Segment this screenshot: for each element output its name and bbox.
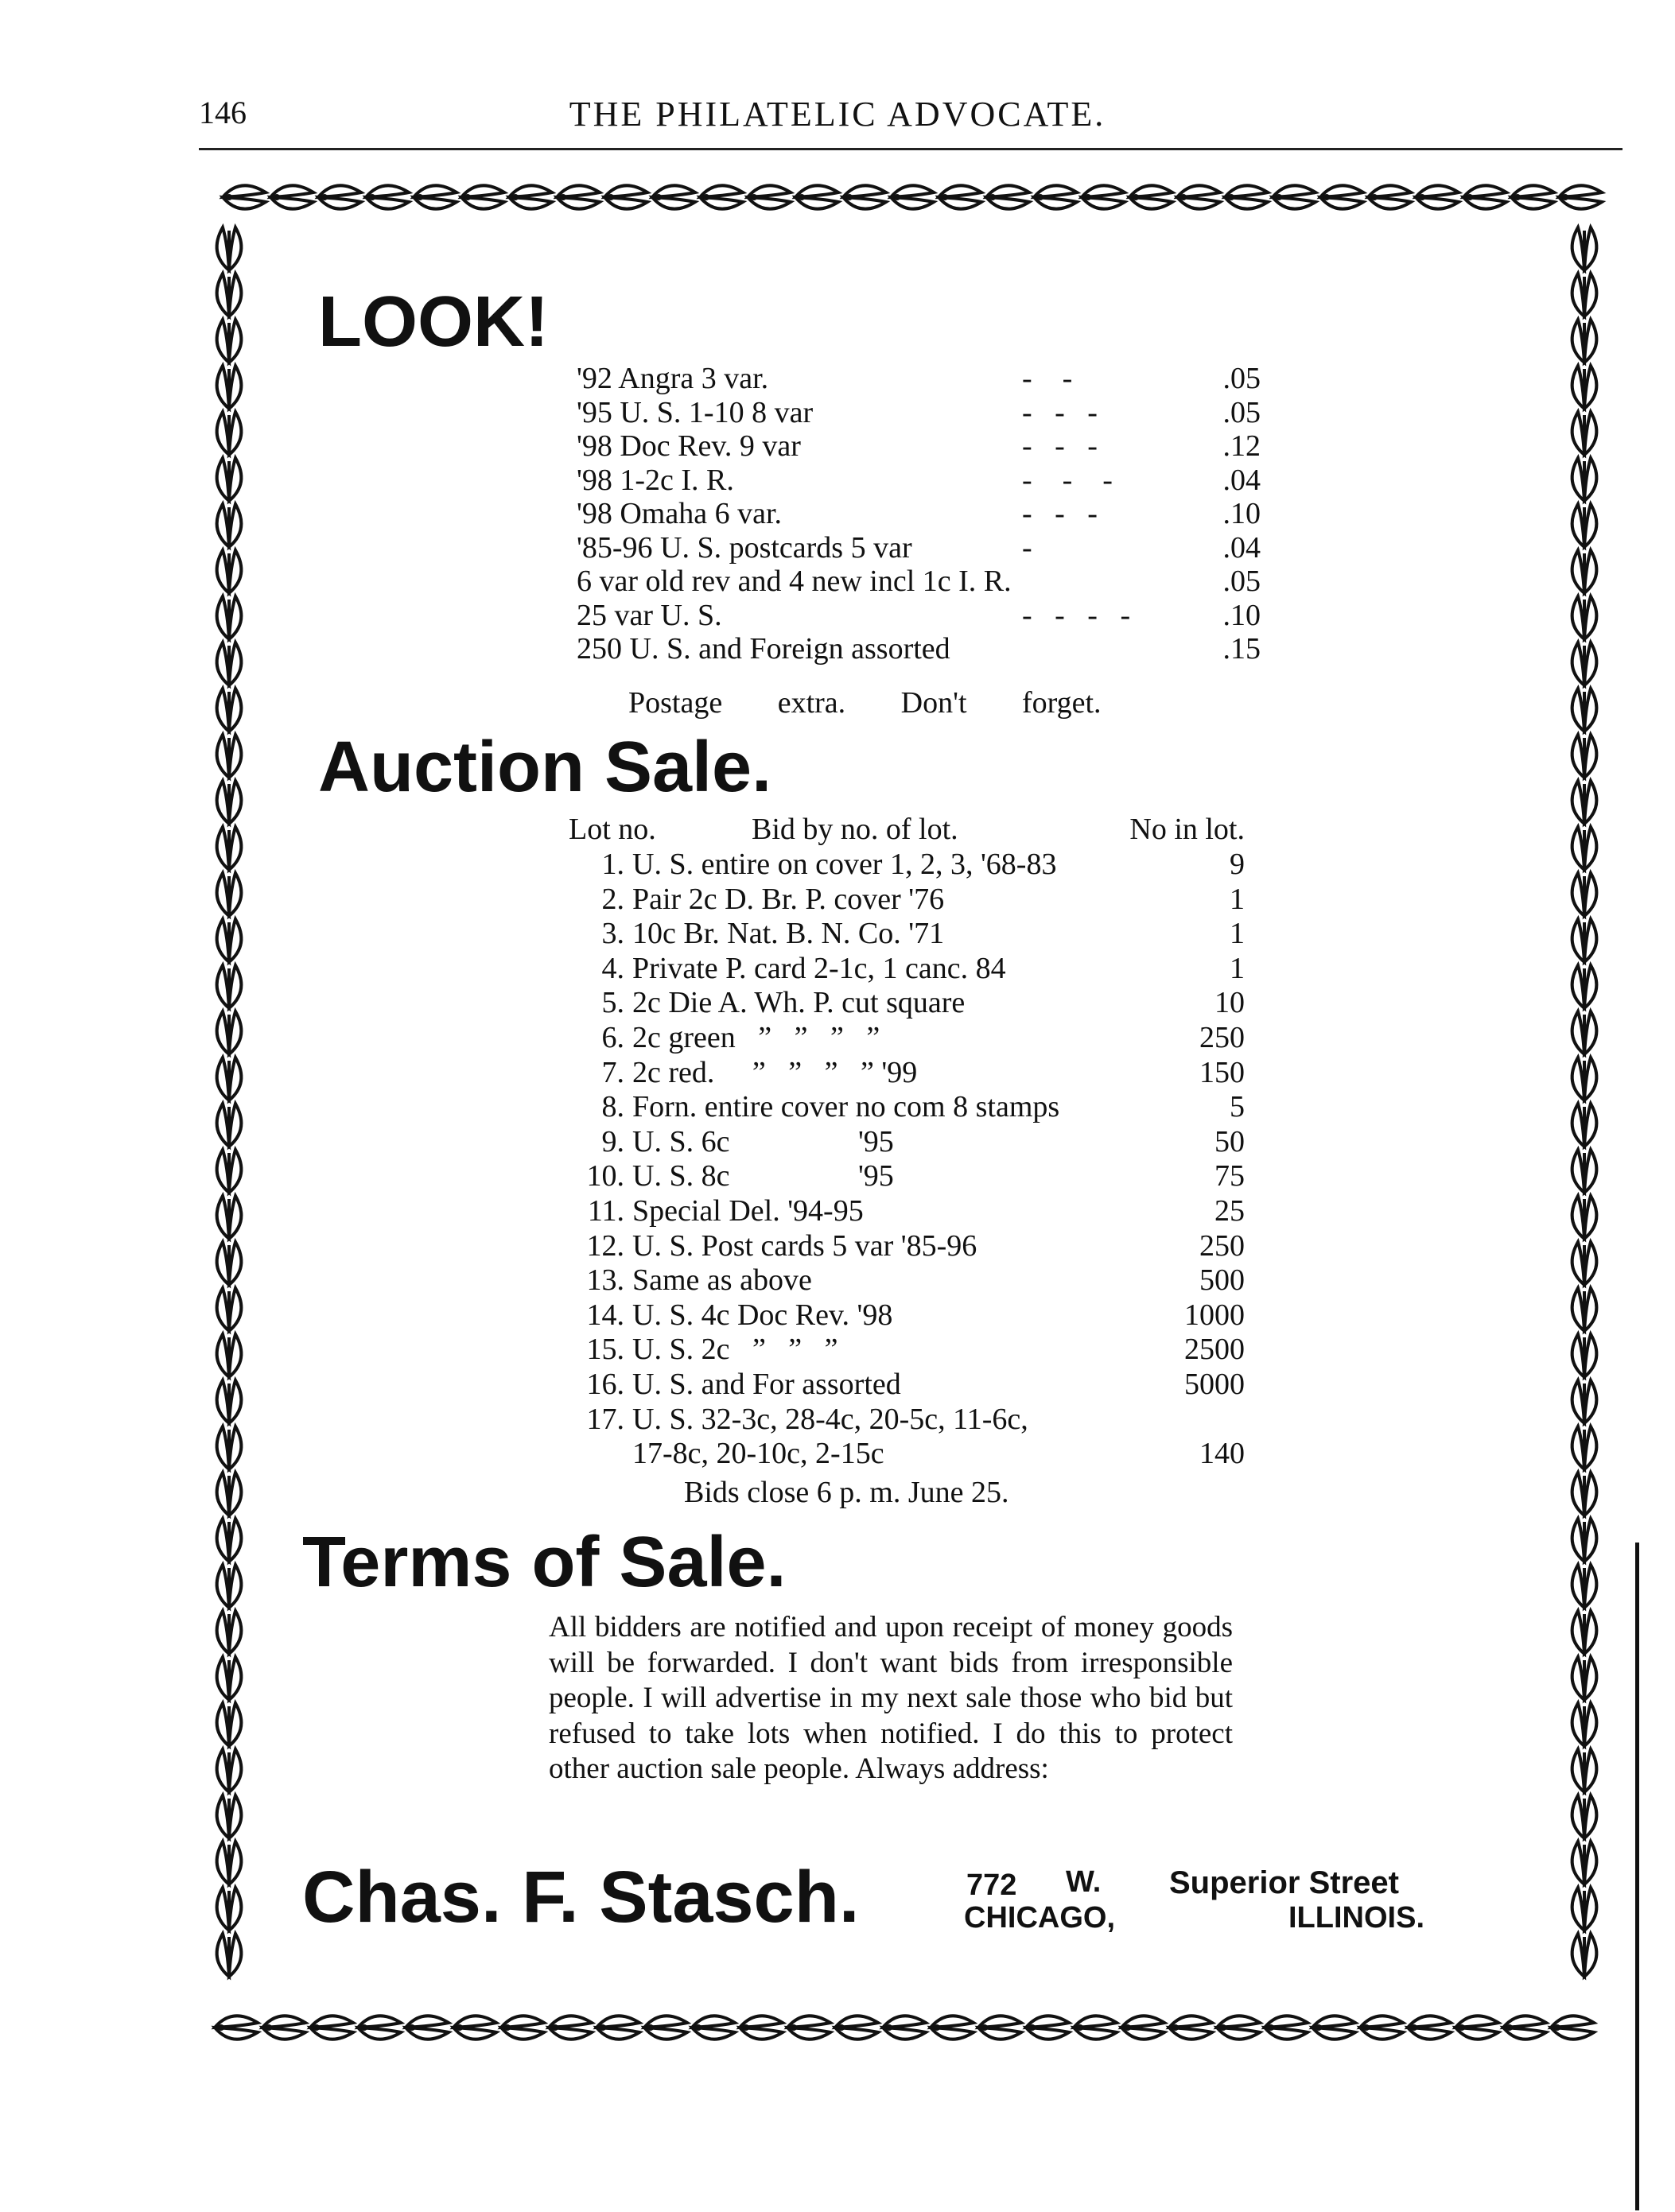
border-leaf-ornament <box>1572 1011 1597 1054</box>
border-leaf-ornament <box>1572 412 1597 455</box>
lot-number: 12. <box>586 1228 624 1263</box>
lot-quantity: 1000 <box>1184 1298 1245 1332</box>
border-leaf-ornament <box>1312 2016 1355 2039</box>
border-leaf-ornament <box>318 185 361 208</box>
border-leaf-ornament <box>748 185 791 208</box>
auction-lot-row <box>569 1298 1245 1333</box>
border-leaf-ornament <box>217 320 242 363</box>
border-leaf-ornament <box>1320 185 1363 208</box>
border-leaf-ornament <box>217 689 242 732</box>
street-direction: W. <box>1066 1865 1102 1899</box>
right-margin-rule <box>1635 1543 1639 2210</box>
terms-paragraph: All bidders are notified and upon receipt of money goods will be forwarded. I don't want bids from irresponsible people. I will advertise in my next sale those who bid but refused to take lots when notified. I do this to protect other auction sale people. Always address: <box>549 1611 1233 1785</box>
auction-lot-row <box>569 1125 1245 1160</box>
street-number: 772 <box>966 1869 1017 1902</box>
auction-lot-row <box>569 917 1245 952</box>
look-list-item <box>577 531 1261 565</box>
border-leaf-ornament <box>217 827 242 870</box>
border-leaf-ornament <box>1572 1104 1597 1147</box>
border-leaf-ornament <box>1217 2016 1260 2039</box>
auction-column-headers <box>569 811 1245 848</box>
border-leaf-ornament <box>217 642 242 685</box>
border-leaf-ornament <box>414 185 457 208</box>
lot-description: Special Del. '94-95 <box>632 1193 864 1228</box>
border-leaf-ornament <box>217 274 242 316</box>
border-leaf-ornament <box>217 1841 242 1884</box>
auction-rows <box>569 848 1245 1472</box>
look-list-item <box>577 362 1261 396</box>
border-leaf-ornament <box>217 1657 242 1700</box>
lot-description: U. S. and For assorted <box>632 1367 901 1401</box>
lot-quantity: 50 <box>1214 1124 1245 1158</box>
border-leaf-ornament <box>1572 1519 1597 1562</box>
border-leaf-ornament <box>835 2016 878 2039</box>
border-leaf-ornament <box>1503 2016 1546 2039</box>
border-leaf-ornament <box>1169 2016 1212 2039</box>
border-leaf-ornament <box>597 2016 639 2039</box>
lot-number: 4. <box>601 951 624 985</box>
col-lot-number: Lot no. <box>569 813 656 846</box>
lot-quantity: 5 <box>1230 1090 1245 1124</box>
border-leaf-ornament <box>217 458 242 501</box>
border-leaf-ornament <box>1572 1795 1597 1838</box>
border-leaf-ornament <box>1572 1057 1597 1100</box>
lot-number: 9. <box>601 1124 624 1158</box>
look-item-price: .04 <box>1222 463 1261 497</box>
look-list-item <box>577 599 1261 633</box>
look-item-description: 250 U. S. and Foreign assorted <box>577 632 950 666</box>
border-leaf-ornament <box>1572 965 1597 1008</box>
border-leaf-ornament <box>217 1334 242 1377</box>
border-leaf-ornament <box>1463 185 1506 208</box>
lot-quantity: 2500 <box>1184 1333 1245 1367</box>
auction-lot-table <box>569 811 1245 1472</box>
look-item-price: .12 <box>1222 429 1261 463</box>
lot-quantity: 150 <box>1199 1055 1245 1089</box>
lot-number: 17. <box>586 1402 624 1436</box>
look-heading: LOOK! <box>318 282 549 362</box>
border-leaf-ornament <box>692 2016 735 2039</box>
border-leaf-ornament <box>1572 596 1597 639</box>
border-leaf-ornament <box>1572 1426 1597 1469</box>
border-leaf-ornament <box>217 1011 242 1054</box>
lot-description: U. S. 6c '95 <box>632 1124 894 1158</box>
border-leaf-ornament <box>1082 185 1125 208</box>
border-leaf-ornament <box>1074 2016 1117 2039</box>
look-item-leader: - <box>1022 530 1032 565</box>
border-leaf-ornament <box>978 2016 1021 2039</box>
border-leaf-ornament <box>1572 1288 1597 1331</box>
border-leaf-ornament <box>1572 320 1597 363</box>
auction-lot-row <box>569 986 1245 1021</box>
border-leaf-ornament <box>217 1473 242 1515</box>
look-price-list <box>577 362 1261 666</box>
lot-description: U. S. entire on cover 1, 2, 3, '68-83 <box>632 848 1057 881</box>
border-leaf-ornament <box>883 2016 926 2039</box>
border-leaf-ornament <box>217 1888 242 1931</box>
auction-lot-row <box>569 1403 1245 1438</box>
col-bid-by: Bid by no. of lot. <box>752 813 958 846</box>
look-item-leader: - - - - <box>1022 598 1131 632</box>
street-name: Superior Street <box>1169 1865 1399 1900</box>
border-leaf-ornament <box>1572 458 1597 501</box>
border-leaf-ornament <box>1572 274 1597 316</box>
look-list-item <box>577 464 1261 498</box>
auction-lot-row <box>569 1437 1245 1472</box>
border-leaf-ornament <box>217 366 242 409</box>
border-leaf-ornament <box>1177 185 1220 208</box>
border-leaf-ornament <box>1572 1611 1597 1654</box>
lot-number: 1. <box>601 848 624 881</box>
look-list-item <box>577 497 1261 531</box>
auction-lot-row <box>569 1333 1245 1368</box>
border-leaf-ornament <box>1572 1380 1597 1423</box>
border-leaf-ornament <box>1572 1150 1597 1193</box>
look-item-description: 6 var old rev and 4 new incl 1c I. R. <box>577 565 1012 598</box>
border-leaf-ornament <box>217 1934 242 1977</box>
border-leaf-ornament <box>223 185 266 208</box>
lot-description: U. S. Post cards 5 var '85-96 <box>632 1228 977 1263</box>
border-leaf-ornament <box>1408 2016 1451 2039</box>
advertiser-name: Chas. F. Stasch. <box>302 1857 860 1938</box>
lot-number: 16. <box>586 1367 624 1401</box>
look-list-item <box>577 632 1261 666</box>
border-leaf-ornament <box>217 1104 242 1147</box>
border-leaf-ornament <box>217 1565 242 1608</box>
lot-description: U. S. 32-3c, 28-4c, 20-5c, 11-6c, <box>632 1402 1028 1436</box>
look-item-description: 25 var U. S. <box>577 598 722 632</box>
border-leaf-ornament <box>1121 2016 1164 2039</box>
border-leaf-ornament <box>1273 185 1316 208</box>
border-leaf-ornament <box>1572 366 1597 409</box>
lot-quantity: 250 <box>1199 1020 1245 1054</box>
border-leaf-ornament <box>1511 185 1554 208</box>
lot-number: 15. <box>586 1333 624 1367</box>
border-leaf-ornament <box>740 2016 783 2039</box>
border-leaf-ornament <box>843 185 886 208</box>
lot-description: Private P. card 2-1c, 1 canc. 84 <box>632 951 1006 985</box>
border-leaf-ornament <box>217 1242 242 1285</box>
border-leaf-ornament <box>1551 2016 1594 2039</box>
border-leaf-ornament <box>217 412 242 455</box>
lot-number: 5. <box>601 986 624 1020</box>
auction-lot-row <box>569 1159 1245 1194</box>
border-leaf-ornament <box>217 1703 242 1746</box>
border-leaf-ornament <box>1368 185 1411 208</box>
lot-quantity: 1 <box>1230 917 1245 951</box>
lot-number: 14. <box>586 1298 624 1332</box>
border-leaf-ornament <box>1455 2016 1498 2039</box>
border-leaf-ornament <box>1572 1657 1597 1700</box>
border-leaf-ornament <box>217 596 242 639</box>
border-leaf-ornament <box>1572 873 1597 916</box>
border-leaf-ornament <box>310 2016 353 2039</box>
look-item-description: '98 Doc Rev. 9 var <box>577 429 801 463</box>
lot-description: Pair 2c D. Br. P. cover '76 <box>632 882 945 916</box>
look-list-item <box>577 565 1261 599</box>
lot-description: Same as above <box>632 1263 812 1298</box>
auction-heading: Auction Sale. <box>318 728 772 807</box>
border-leaf-ornament <box>1572 1242 1597 1285</box>
border-leaf-ornament <box>1572 735 1597 778</box>
border-leaf-ornament <box>262 2016 305 2039</box>
look-item-price: .05 <box>1222 362 1261 395</box>
border-leaf-ornament <box>270 185 313 208</box>
border-leaf-ornament <box>1572 1934 1597 1977</box>
border-leaf-ornament <box>1034 185 1077 208</box>
border-leaf-ornament <box>509 185 552 208</box>
border-leaf-ornament <box>461 185 504 208</box>
look-item-description: '92 Angra 3 var. <box>577 362 769 395</box>
col-number-in-lot: No in lot. <box>1129 813 1245 846</box>
look-item-description: '98 Omaha 6 var. <box>577 497 783 530</box>
border-leaf-ornament <box>217 504 242 547</box>
border-leaf-ornament <box>1572 1703 1597 1746</box>
border-leaf-ornament <box>1572 1749 1597 1792</box>
border-leaf-ornament <box>1572 504 1597 547</box>
lot-number: 8. <box>601 1090 624 1124</box>
border-leaf-ornament <box>1572 1565 1597 1608</box>
border-leaf-ornament <box>1572 689 1597 732</box>
border-leaf-ornament <box>549 2016 592 2039</box>
lot-description: 10c Br. Nat. B. N. Co. '71 <box>632 917 945 951</box>
border-leaf-ornament <box>931 2016 974 2039</box>
look-item-leader: - - <box>1022 362 1073 395</box>
auction-lot-row <box>569 1194 1245 1229</box>
border-leaf-ornament <box>1559 185 1602 208</box>
lot-description: 17-8c, 20-10c, 2-15c <box>632 1437 884 1471</box>
border-leaf-ornament <box>501 2016 544 2039</box>
look-item-price: .15 <box>1222 632 1261 666</box>
border-leaf-ornament <box>217 965 242 1008</box>
lot-number: 3. <box>601 917 624 951</box>
state: ILLINOIS. <box>1288 1901 1424 1935</box>
border-leaf-ornament <box>217 1196 242 1239</box>
lot-number: 10. <box>586 1159 624 1193</box>
border-leaf-ornament <box>217 1380 242 1423</box>
border-leaf-ornament <box>1572 919 1597 962</box>
border-leaf-ornament <box>1572 827 1597 870</box>
border-leaf-ornament <box>217 1749 242 1792</box>
look-item-price: .10 <box>1222 497 1261 530</box>
auction-lot-row <box>569 848 1245 883</box>
border-leaf-ornament <box>217 1288 242 1331</box>
border-leaf-ornament <box>1572 1473 1597 1515</box>
look-item-leader: - - - <box>1022 463 1113 497</box>
look-list-item <box>577 396 1261 430</box>
lot-quantity: 140 <box>1199 1437 1245 1471</box>
border-leaf-ornament <box>644 2016 687 2039</box>
look-item-price: .04 <box>1222 530 1261 565</box>
border-leaf-ornament <box>1572 227 1597 270</box>
lot-quantity: 5000 <box>1184 1367 1245 1401</box>
journal-title: THE PHILATELIC ADVOCATE. <box>569 95 1106 134</box>
lot-quantity: 500 <box>1199 1263 1245 1298</box>
auction-lot-row <box>569 1229 1245 1264</box>
lot-quantity: 1 <box>1230 951 1245 985</box>
auction-lot-row <box>569 883 1245 918</box>
border-leaf-ornament <box>1572 1334 1597 1377</box>
look-item-price: .05 <box>1222 395 1261 429</box>
lot-description: U. S. 8c '95 <box>632 1159 894 1193</box>
border-leaf-ornament <box>1572 1888 1597 1931</box>
lot-number: 7. <box>601 1055 624 1089</box>
lot-number: 6. <box>601 1020 624 1054</box>
lot-description: 2c green ” ” ” ” <box>632 1020 880 1054</box>
lot-number: 2. <box>601 882 624 916</box>
border-leaf-ornament <box>217 1519 242 1562</box>
border-leaf-ornament <box>1129 185 1172 208</box>
auction-lot-row <box>569 1368 1245 1403</box>
border-leaf-ornament <box>939 185 981 208</box>
border-leaf-ornament <box>1572 1196 1597 1239</box>
border-leaf-ornament <box>217 781 242 824</box>
border-leaf-ornament <box>217 227 242 270</box>
border-leaf-ornament <box>217 1426 242 1469</box>
border-leaf-ornament <box>795 185 838 208</box>
border-leaf-ornament <box>1572 1841 1597 1884</box>
border-leaf-ornament <box>1572 642 1597 685</box>
auction-lot-row <box>569 1090 1245 1125</box>
border-leaf-ornament <box>217 1150 242 1193</box>
bids-close-note: Bids close 6 p. m. June 25. <box>684 1476 1009 1509</box>
look-item-price: .05 <box>1222 565 1261 598</box>
lot-quantity: 9 <box>1230 848 1245 881</box>
border-leaf-ornament <box>1225 185 1268 208</box>
border-leaf-ornament <box>1572 781 1597 824</box>
lot-description: Forn. entire cover no com 8 stamps <box>632 1090 1060 1124</box>
lot-quantity: 10 <box>1214 986 1245 1020</box>
look-item-leader: - - - <box>1022 395 1098 429</box>
border-leaf-ornament <box>366 185 409 208</box>
lot-number: 11. <box>587 1193 624 1228</box>
lot-number: 13. <box>586 1263 624 1298</box>
border-leaf-ornament <box>215 2016 258 2039</box>
border-leaf-ornament <box>358 2016 401 2039</box>
border-leaf-ornament <box>217 735 242 778</box>
page-number: 146 <box>199 95 247 130</box>
border-leaf-ornament <box>1265 2016 1308 2039</box>
lot-description: U. S. 2c ” ” ” <box>632 1333 838 1367</box>
lot-description: U. S. 4c Doc Rev. '98 <box>632 1298 893 1332</box>
border-leaf-ornament <box>406 2016 449 2039</box>
border-leaf-ornament <box>217 550 242 593</box>
look-item-leader: - - - <box>1022 429 1098 463</box>
look-item-description: '98 1-2c I. R. <box>577 463 734 497</box>
terms-heading: Terms of Sale. <box>302 1523 787 1602</box>
border-leaf-ornament <box>700 185 743 208</box>
border-leaf-ornament <box>891 185 934 208</box>
border-leaf-ornament <box>453 2016 496 2039</box>
border-leaf-ornament <box>557 185 600 208</box>
lot-quantity: 75 <box>1214 1159 1245 1193</box>
lot-quantity: 25 <box>1214 1193 1245 1228</box>
lot-description: 2c red. ” ” ” ” '99 <box>632 1055 918 1089</box>
look-item-description: '95 U. S. 1-10 8 var <box>577 395 814 429</box>
header-rule <box>199 148 1623 150</box>
border-leaf-ornament <box>217 919 242 962</box>
border-leaf-ornament <box>787 2016 830 2039</box>
lot-quantity: 1 <box>1230 882 1245 916</box>
lot-description: 2c Die A. Wh. P. cut square <box>632 986 966 1020</box>
city: CHICAGO, <box>964 1901 1115 1935</box>
auction-lot-row <box>569 1056 1245 1091</box>
lot-quantity: 250 <box>1199 1228 1245 1263</box>
look-item-price: .10 <box>1222 598 1261 632</box>
border-leaf-ornament <box>1360 2016 1403 2039</box>
look-note: Postage extra. Don't forget. <box>628 686 1102 720</box>
border-leaf-ornament <box>1416 185 1459 208</box>
border-leaf-ornament <box>217 873 242 916</box>
auction-lot-row <box>569 1021 1245 1056</box>
border-leaf-ornament <box>1572 550 1597 593</box>
auction-lot-row <box>569 1263 1245 1298</box>
border-leaf-ornament <box>652 185 695 208</box>
look-list-item <box>577 429 1261 464</box>
auction-lot-row <box>569 952 1245 987</box>
look-item-leader: - - - <box>1022 497 1098 530</box>
look-item-description: '85-96 U. S. postcards 5 var <box>577 530 912 565</box>
border-leaf-ornament <box>1026 2016 1069 2039</box>
border-leaf-ornament <box>217 1795 242 1838</box>
border-leaf-ornament <box>217 1057 242 1100</box>
border-leaf-ornament <box>986 185 1029 208</box>
border-leaf-ornament <box>604 185 647 208</box>
border-leaf-ornament <box>217 1611 242 1654</box>
